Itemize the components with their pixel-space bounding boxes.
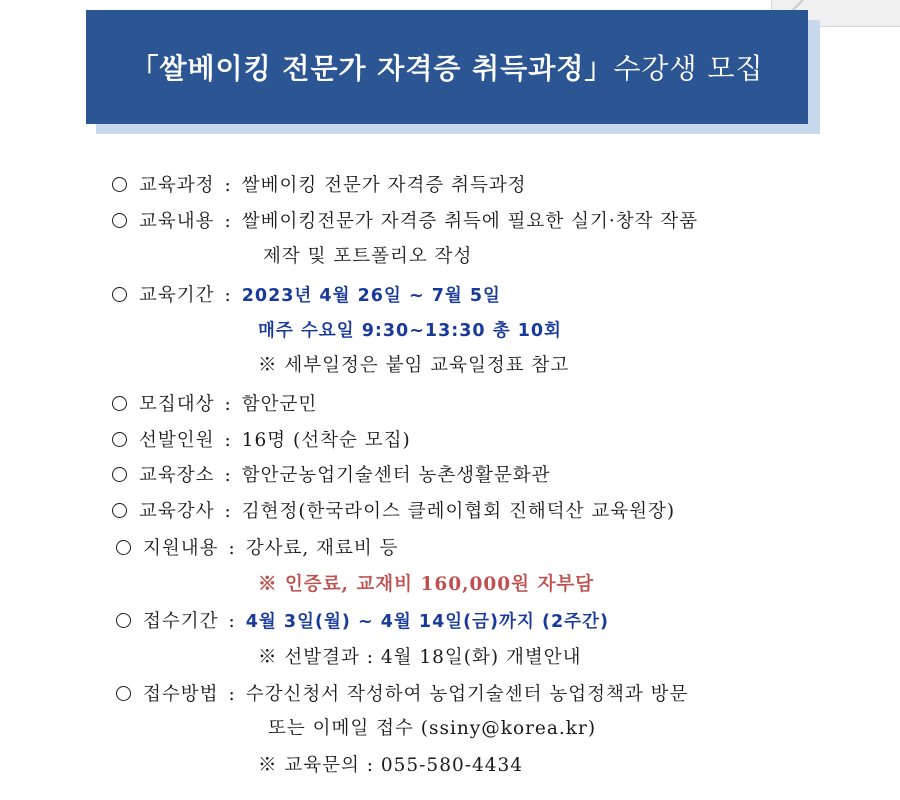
- item-label: 교육강사: [139, 501, 215, 522]
- circle-bullet-icon: [112, 177, 127, 192]
- item-value: 함안군민: [241, 394, 318, 415]
- item-label: 접수기간: [143, 611, 219, 632]
- item-value: 수강신청서 작성하여 농업기술센터 농업정책과 방문: [245, 684, 689, 705]
- circle-bullet-icon: [112, 467, 127, 482]
- list-item-application-period: [116, 609, 609, 635]
- colon: :: [228, 538, 236, 559]
- item-label: 접수방법: [143, 684, 219, 705]
- period-schedule: 매주 수요일 9:30~13:30 총 10회: [258, 321, 562, 341]
- list-item-target: [112, 392, 317, 418]
- application-method-continuation: 또는 이메일 접수 (ssiny@korea.kr): [268, 718, 597, 739]
- list-item-support: [116, 536, 398, 562]
- period-note: ※ 세부일정은 붙임 교육일정표 참고: [258, 355, 570, 376]
- circle-bullet-icon: [112, 432, 127, 447]
- banner-title-rest: 수강생 모집: [613, 52, 764, 85]
- list-item-instructor: [112, 499, 675, 525]
- item-label: 모집대상: [139, 394, 215, 415]
- colon: :: [224, 175, 232, 196]
- item-label: 교육장소: [139, 465, 215, 486]
- item-value: 강사료, 재료비 등: [245, 538, 399, 559]
- colon: :: [228, 611, 236, 632]
- circle-bullet-icon: [112, 396, 127, 411]
- colon: :: [224, 211, 232, 232]
- item-label: 선발인원: [139, 430, 215, 451]
- colon: :: [224, 430, 232, 451]
- circle-bullet-icon: [112, 503, 127, 518]
- item-continuation: 제작 및 포트폴리오 작성: [263, 246, 473, 267]
- list-item-period: [112, 283, 501, 309]
- item-value: 4월 3일(월) ~ 4월 14일(금)까지 (2주간): [245, 612, 609, 632]
- banner-title-bold: 「쌀베이킹 전문가 자격증 취득과정」: [130, 52, 614, 85]
- item-label: 교육기간: [139, 285, 215, 306]
- list-item-location: [112, 463, 551, 489]
- colon: :: [224, 285, 232, 306]
- item-value: 16명 (선착순 모집): [241, 430, 411, 451]
- circle-bullet-icon: [116, 540, 131, 555]
- item-value: 함안군농업기술센터 농촌생활문화관: [241, 465, 551, 486]
- list-item-capacity: [112, 428, 411, 454]
- item-value: 쌀베이킹 전문가 자격증 취득과정: [241, 175, 527, 196]
- circle-bullet-icon: [112, 213, 127, 228]
- item-value: 쌀베이킹전문가 자격증 취득에 필요한 실기·창작 작품: [241, 211, 699, 232]
- circle-bullet-icon: [116, 613, 131, 628]
- inquiry-note: ※ 교육문의 : 055-580-4434: [258, 755, 524, 776]
- item-label: 교육내용: [139, 211, 215, 232]
- circle-bullet-icon: [116, 686, 131, 701]
- title-banner: [86, 10, 808, 124]
- support-note: ※ 인증료, 교재비 160,000원 자부담: [258, 574, 595, 595]
- colon: :: [224, 465, 232, 486]
- list-item-application-method: [116, 682, 688, 708]
- circle-bullet-icon: [112, 287, 127, 302]
- item-value: 김현정(한국라이스 클레이협회 진해덕산 교육원장): [241, 501, 676, 522]
- item-label: 지원내용: [143, 538, 219, 559]
- colon: :: [224, 501, 232, 522]
- list-item-content: [112, 209, 698, 235]
- application-period-note: ※ 선발결과 : 4월 18일(화) 개별안내: [258, 647, 582, 668]
- item-value: 2023년 4월 26일 ~ 7월 5일: [241, 286, 501, 306]
- colon: :: [224, 394, 232, 415]
- colon: :: [228, 684, 236, 705]
- item-label: 교육과정: [139, 175, 215, 196]
- list-item-course: [112, 173, 527, 199]
